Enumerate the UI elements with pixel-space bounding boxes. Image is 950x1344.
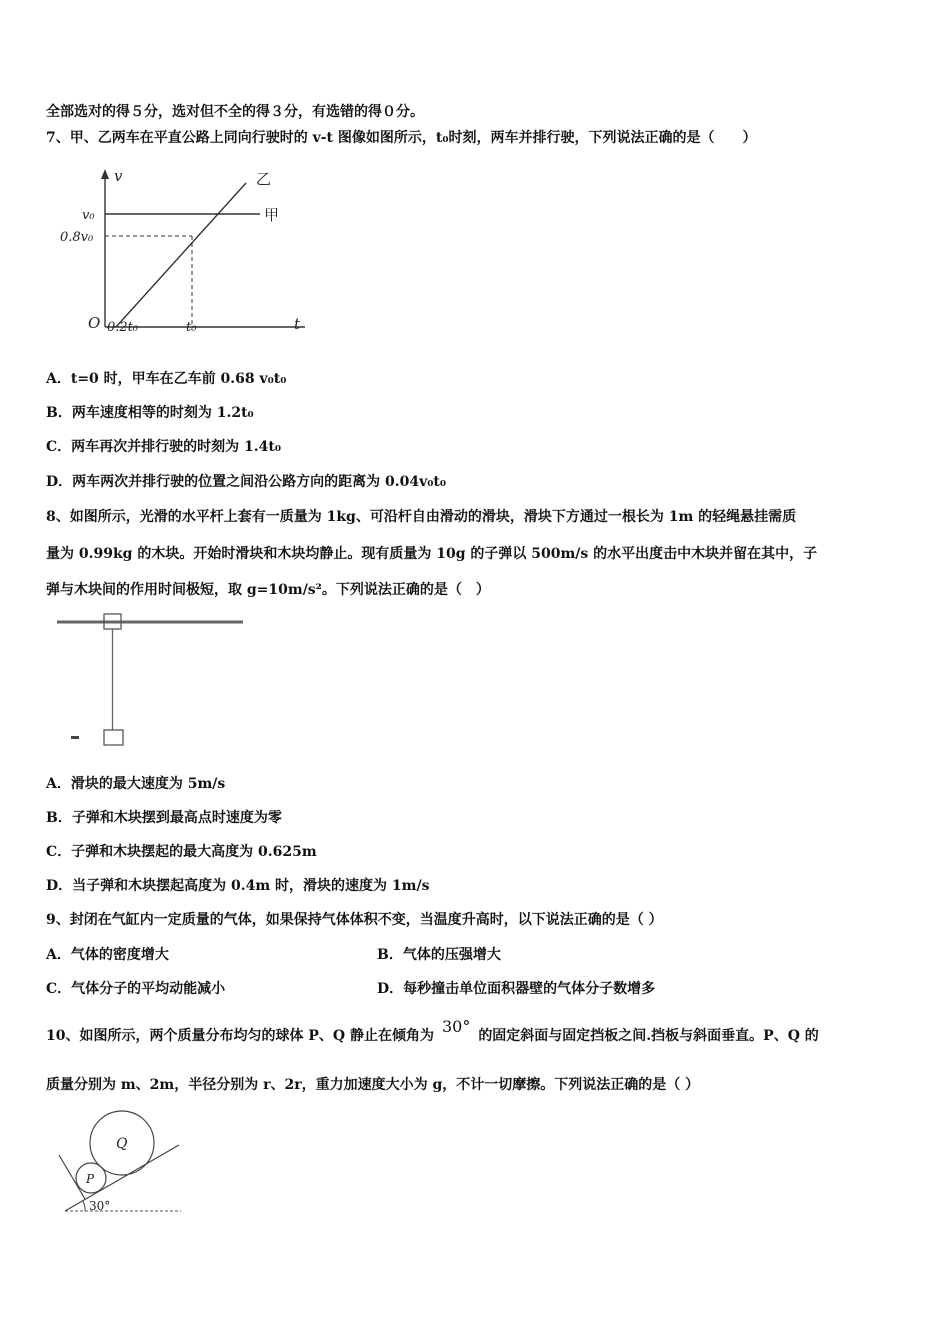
t0-label: t₀ bbox=[186, 320, 197, 335]
q7-option-a: A．t=0 时，甲车在乙车前 0.68 v₀t₀ bbox=[46, 371, 287, 387]
q9-option-d: D．每秒撞击单位面积器壁的气体分子数增多 bbox=[377, 981, 656, 997]
q10-angle: 30° bbox=[441, 1017, 471, 1036]
bullet bbox=[71, 736, 79, 739]
jia-label: 甲 bbox=[264, 206, 280, 224]
incline bbox=[65, 1145, 179, 1211]
q10-stem-line-2: 质量分别为 m、2m，半径分别为 r、2r，重力加速度大小为 g，不计一切摩擦。下列说法正确的是（ ） bbox=[46, 1077, 700, 1093]
label-angle: 30° bbox=[89, 1199, 111, 1213]
baffle bbox=[59, 1155, 85, 1199]
q7-option-c: C．两车再次并排行驶的时刻为 1.4t₀ bbox=[46, 439, 281, 455]
q8-stem-line-3: 弹与木块间的作用时间极短，取 g=10m/s²。下列说法正确的是（ ） bbox=[46, 582, 490, 598]
v0-label: v₀ bbox=[82, 208, 95, 223]
q8-option-a: A．滑块的最大速度为 5m/s bbox=[46, 776, 226, 792]
q7-stem: 7、甲、乙两车在平直公路上同向行驶时的 v-t 图像如图所示，t₀时刻，两车并排行驶，下列说法正确的是（ ） bbox=[46, 130, 757, 146]
q10-stem-part1: 10、如图所示，两个质量分布均匀的球体 P、Q 静止在倾角为 bbox=[46, 1028, 434, 1044]
yi-label: 乙 bbox=[256, 170, 272, 188]
label-p: P bbox=[86, 1172, 95, 1186]
q7-vt-graph bbox=[60, 165, 340, 345]
q8-stem-line-2: 量为 0.99kg 的木块。开始时滑块和木块均静止。现有质量为 10g 的子弹以 500m/s 的水平出度击中木块并留在其中，子 bbox=[46, 546, 818, 562]
q7-option-d: D．两车两次并排行驶的位置之间沿公路方向的距离为 0.04v₀t₀ bbox=[46, 474, 446, 490]
q10-spheres-figure bbox=[55, 1105, 215, 1215]
q8-option-c: C．子弹和木块摆起的最大高度为 0.625m bbox=[46, 844, 317, 860]
label-q: Q bbox=[116, 1136, 128, 1152]
q8-option-d: D．当子弹和木块摆起高度为 0.4m 时，滑块的速度为 1m/s bbox=[46, 878, 430, 894]
axis-t-label: t bbox=[294, 315, 301, 333]
axis-v-label: v bbox=[114, 167, 123, 185]
q9-option-c: C．气体分子的平均动能减小 bbox=[46, 981, 226, 997]
intro-text: 全部选对的得５分，选对但不全的得３分，有选错的得０分。 bbox=[46, 104, 424, 120]
02t0-label: 0.2t₀ bbox=[107, 320, 139, 335]
q8-stem-line-1: 8、如图所示，光滑的水平杆上套有一质量为 1kg、可沿杆自由滑动的滑块，滑块下方通过一根长为 1m 的轻绳悬挂需质 bbox=[46, 509, 797, 525]
v-axis-arrow bbox=[101, 169, 109, 179]
q8-pendulum-figure bbox=[55, 610, 255, 750]
yi-line bbox=[116, 183, 246, 327]
q9-option-b: B．气体的压强增大 bbox=[377, 947, 501, 963]
angle-arc bbox=[83, 1201, 85, 1211]
q10-stem-line-1 bbox=[46, 1017, 819, 1046]
08v0-label: 0.8v₀ bbox=[60, 230, 94, 245]
q8-option-b: B．子弹和木块摆到最高点时速度为零 bbox=[46, 810, 282, 826]
q10-stem-part2: 的固定斜面与固定挡板之间.挡板与斜面垂直。P、Q 的 bbox=[478, 1028, 819, 1044]
q9-option-a: A．气体的密度增大 bbox=[46, 947, 169, 963]
wood-block bbox=[104, 730, 123, 745]
q9-stem: 9、封闭在气缸内一定质量的气体，如果保持气体体积不变，当温度升高时，以下说法正确的是（ ） bbox=[46, 912, 663, 928]
origin-label: O bbox=[88, 314, 101, 332]
q7-option-b: B．两车速度相等的时刻为 1.2t₀ bbox=[46, 405, 254, 421]
